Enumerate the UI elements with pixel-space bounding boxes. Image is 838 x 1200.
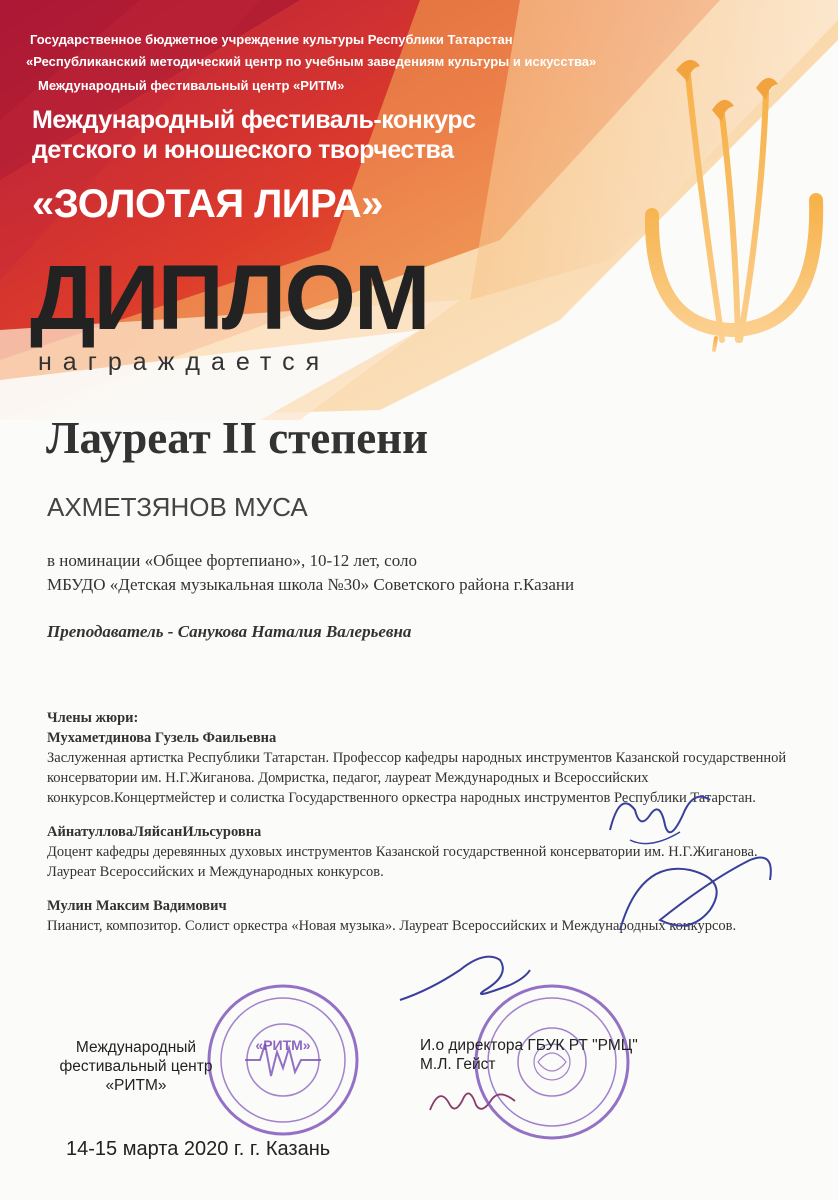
nomination-text: в номинации «Общее фортепиано», 10-12 лет, соло [47,551,417,570]
jury-member-description: Пианист, композитор. Солист оркестра «Новая музыка». Лауреат Всероссийских и Международных конкурсов. [47,918,737,934]
ritm-stamp-text: «РИТМ» [255,1037,311,1053]
header-line-2: «Республиканский методический центр по учебным заведениям культуры и искусства» [26,54,597,69]
event-date: 14-15 марта 2020 г. г. Казань [66,1138,331,1160]
recipient-name: АХМЕТЗЯНОВ МУСА [47,492,308,522]
jury-title: Члены жюри: [47,710,139,726]
diploma-title: ДИПЛОМ [30,247,429,349]
festival-title-line-1: Международный фестиваль-конкурс [32,106,476,134]
jury-member-description: Доцент кафедры деревянных духовых инструментов Казанской государственной консерватории им. Н.Г.Жиганова. Лауреат Всероссийских и Международных конкурсов. [47,844,758,880]
director-title: И.о директора ГБУК РТ "РМЦ" [420,1037,638,1054]
ritm-stamp-icon [205,982,361,1138]
award-degree: Лауреат II степени [46,413,429,463]
footer-organizer [50,1038,222,1095]
header-line-3: Международный фестивальный центр «РИТМ» [38,78,345,93]
jury-member-name: Мухаметдинова Гузель Фаильевна [47,730,277,746]
header-line-1: Государственное бюджетное учреждение культуры Республики Татарстан [30,32,513,47]
footer-organizer-line-3: «РИТМ» [105,1077,167,1094]
jury-member-name: Мулин Максим Вадимович [47,898,227,914]
school-text: МБУДО «Детская музыкальная школа №30» Советского района г.Казани [47,575,575,594]
awarded-label: награждается [38,348,331,376]
signature-icon [600,840,790,950]
jury-member-name: АйнатулловаЛяйсанИльсуровна [47,824,262,840]
footer-director [420,1036,638,1074]
festival-title-line-2: детского и юношеского творчества [32,136,454,164]
footer-organizer-line-1: Международный [75,1039,197,1056]
director-name: М.Л. Гейст [420,1056,496,1073]
jury-member-description: Заслуженная артистка Республики Татарстан. Профессор кафедры народных инструментов Казанской государственной консерватории им. Н.Г.Жиганова. Домристка, педагог, лауреат Международных и Всероссийских конкурсов.Концертмейстер и солистка Государственного оркестра народных инструментов Республики Татарстан. [47,750,787,806]
footer-organizer-line-2: фестивальный центр [59,1058,213,1075]
teacher-text: Преподаватель - Санукова Наталия Валерьевна [47,622,412,641]
festival-name: «ЗОЛОТАЯ ЛИРА» [32,182,383,226]
